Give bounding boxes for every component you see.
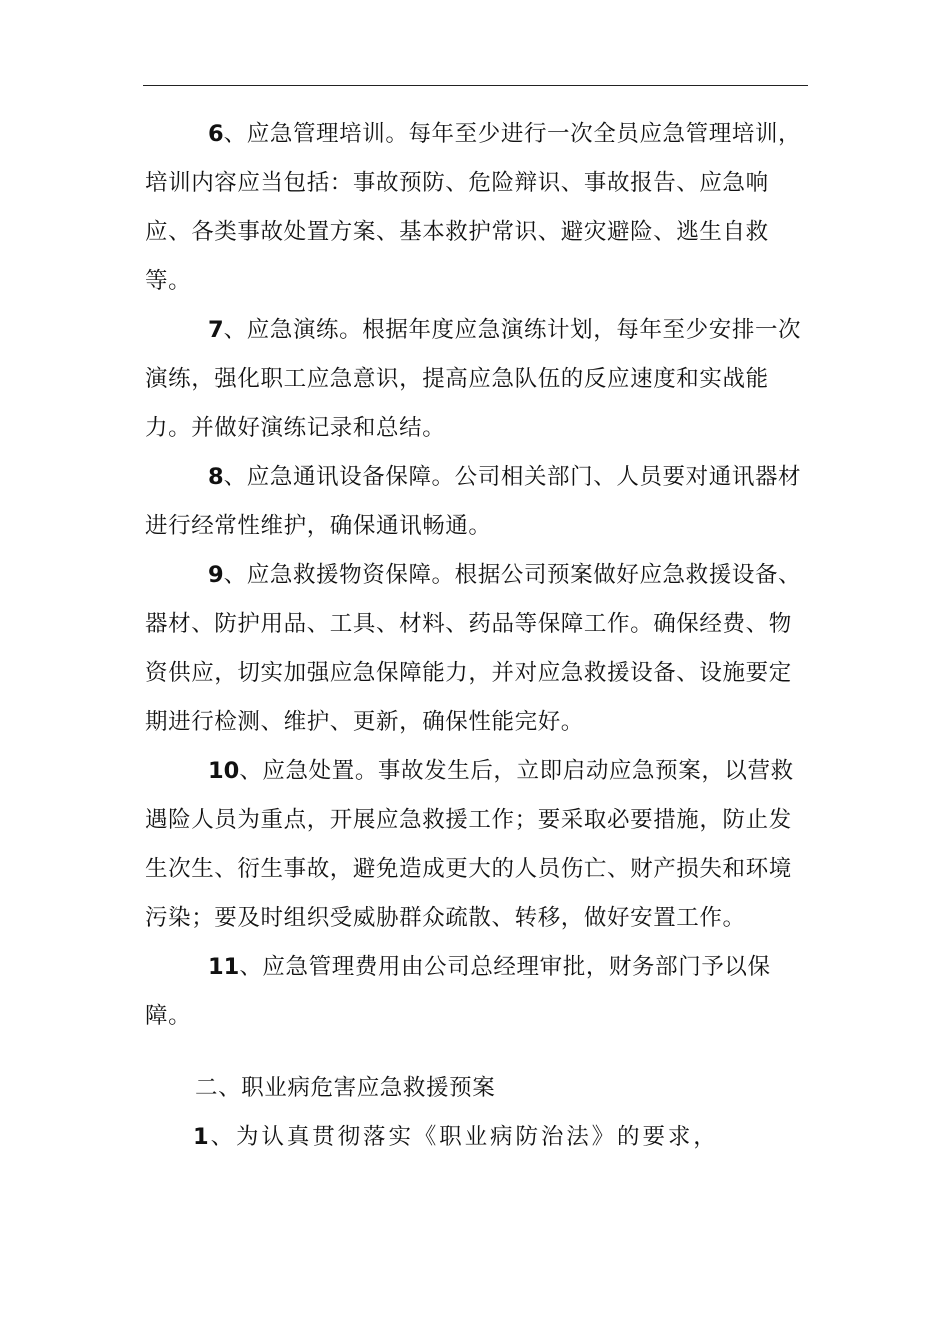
paragraph-text: 、应急处置。事故发生后，立即启动应急预案，以营救遇险人员为重点，开展应急救援工作；要采取必要措施，防止发生次生、衍生事故，避免造成更大的人员伤亡、财产损失和环境污染；要及时组织受威胁群众疏散、转移，做好安置工作。 <box>145 758 794 931</box>
paragraph-text: 、为认真贯彻落实《职业病防治法》的要求， <box>210 1124 719 1150</box>
document-body <box>145 110 810 1162</box>
paragraph-10 <box>145 747 810 943</box>
paragraph-text: 、应急救援物资保障。根据公司预案做好应急救援设备、器材、防护用品、工具、材料、药品等保障工作。确保经费、物资供应，切实加强应急保障能力，并对应急救援设备、设施要定期进行检测、维护、更新，确保性能完好。 <box>145 562 802 735</box>
item-number: 9 <box>208 562 224 588</box>
paragraph-section2-1 <box>145 1113 810 1162</box>
paragraph-9 <box>145 551 810 747</box>
item-number: 6 <box>208 121 224 147</box>
item-number: 11 <box>208 954 240 980</box>
header-rule <box>143 85 808 86</box>
paragraph-7 <box>145 306 810 453</box>
paragraph-text: 、应急管理费用由公司总经理审批，财务部门予以保障。 <box>145 954 771 1029</box>
paragraph-6 <box>145 110 810 306</box>
item-number: 8 <box>208 464 224 490</box>
paragraph-text: 、应急演练。根据年度应急演练计划，每年至少安排一次演练，强化职工应急意识，提高应急队伍的反应速度和实战能力。并做好演练记录和总结。 <box>145 317 802 441</box>
paragraph-11 <box>145 943 810 1041</box>
section-heading: 二、职业病危害应急救援预案 <box>195 1075 496 1101</box>
item-number: 10 <box>208 758 240 784</box>
item-number: 1 <box>193 1124 211 1150</box>
paragraph-text: 、应急管理培训。每年至少进行一次全员应急管理培训，培训内容应当包括：事故预防、危险辩识、事故报告、应急响应、各类事故处置方案、基本救护常识、避灾避险、逃生自救等。 <box>145 121 802 294</box>
item-number: 7 <box>208 317 224 343</box>
paragraph-8 <box>145 453 810 551</box>
paragraph-text: 、应急通讯设备保障。公司相关部门、人员要对通讯器材进行经常性维护，确保通讯畅通。 <box>145 464 802 539</box>
